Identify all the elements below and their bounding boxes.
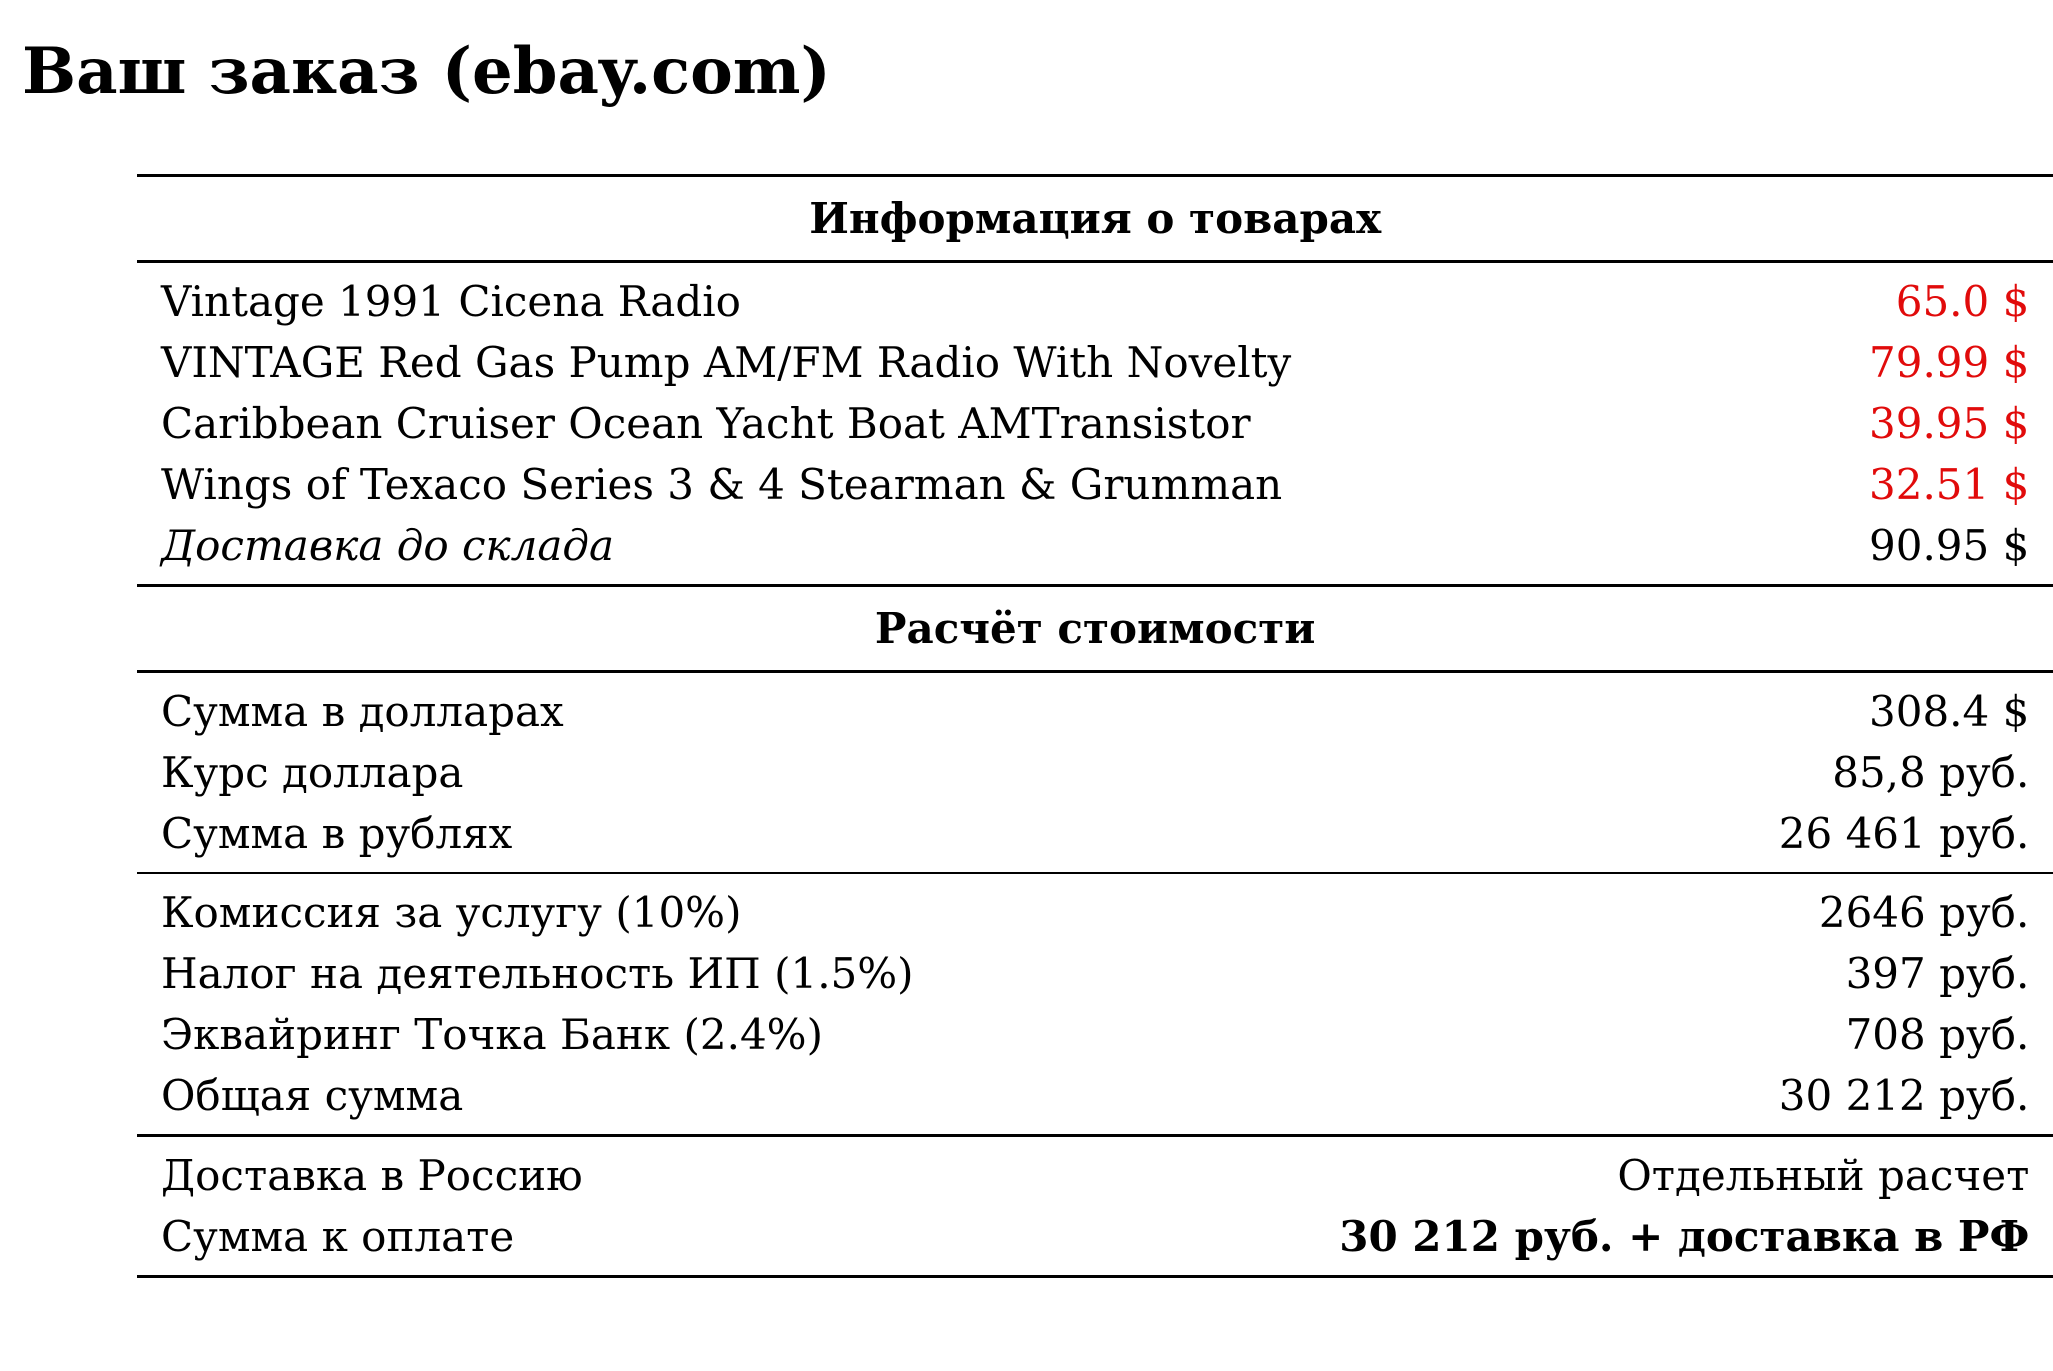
sum-usd-value: 308.4 $ xyxy=(1869,687,2030,736)
product-name: Vintage 1991 Cicena Radio xyxy=(161,277,741,326)
product-row xyxy=(137,393,2053,454)
product-row xyxy=(137,262,2053,333)
subtotal-row xyxy=(137,1065,2053,1136)
russia-delivery-row xyxy=(137,1136,2053,1207)
sum-rub-row xyxy=(137,803,2053,873)
products-section-title: Информация о товарах xyxy=(137,176,2053,262)
page-title: Ваш заказ (ebay.com) xyxy=(22,34,831,109)
exchange-rate-label: Курс доллара xyxy=(161,748,464,797)
tax-row xyxy=(137,943,2053,1004)
product-price: 39.95 $ xyxy=(1869,399,2030,448)
amount-due-label: Сумма к оплате xyxy=(137,1206,1315,1277)
acquiring-row xyxy=(137,1004,2053,1065)
sum-usd-label: Сумма в долларах xyxy=(161,687,564,736)
sum-rub-label: Сумма в рублях xyxy=(161,809,513,858)
product-name: Wings of Texaco Series 3 & 4 Stearman & Grumman xyxy=(161,460,1283,509)
warehouse-shipping-value: 90.95 $ xyxy=(1315,515,2053,586)
russia-delivery-label: Доставка в Россию xyxy=(161,1151,583,1200)
tax-value: 397 руб. xyxy=(1845,949,2030,998)
acquiring-label: Эквайринг Точка Банк (2.4%) xyxy=(161,1010,823,1059)
warehouse-shipping-row xyxy=(137,515,2053,586)
warehouse-shipping-label: Доставка до склада xyxy=(137,515,1315,586)
subtotal-label: Общая сумма xyxy=(137,1065,1315,1136)
service-fee-label: Комиссия за услугу (10%) xyxy=(137,873,1315,943)
sum-usd-row xyxy=(137,672,2053,743)
product-price: 79.99 $ xyxy=(1869,338,2030,387)
russia-delivery-value: Отдельный расчет xyxy=(1617,1151,2030,1200)
product-price: 65.0 $ xyxy=(1895,277,2030,326)
amount-due-row xyxy=(137,1206,2053,1277)
product-price: 32.51 $ xyxy=(1869,460,2030,509)
amount-due-value: 30 212 руб. + доставка в РФ xyxy=(1315,1206,2053,1277)
tax-label: Налог на деятельность ИП (1.5%) xyxy=(161,949,914,998)
products-section-header xyxy=(137,176,2053,262)
exchange-rate-row xyxy=(137,742,2053,803)
product-row xyxy=(137,332,2053,393)
product-name: Caribbean Cruiser Ocean Yacht Boat AMTransistor xyxy=(161,399,1251,448)
product-name: VINTAGE Red Gas Pump AM/FM Radio With Novelty xyxy=(161,338,1292,387)
exchange-rate-value: 85,8 руб. xyxy=(1832,748,2030,797)
subtotal-value: 30 212 руб. xyxy=(1315,1065,2053,1136)
service-fee-row xyxy=(137,873,2053,943)
calculation-section-header xyxy=(137,586,2053,672)
sum-rub-value: 26 461 руб. xyxy=(1778,809,2030,858)
product-row xyxy=(137,454,2053,515)
acquiring-value: 708 руб. xyxy=(1845,1010,2030,1059)
service-fee-value: 2646 руб. xyxy=(1315,873,2053,943)
calculation-section-title: Расчёт стоимости xyxy=(137,586,2053,672)
order-summary-table xyxy=(137,174,2053,1278)
